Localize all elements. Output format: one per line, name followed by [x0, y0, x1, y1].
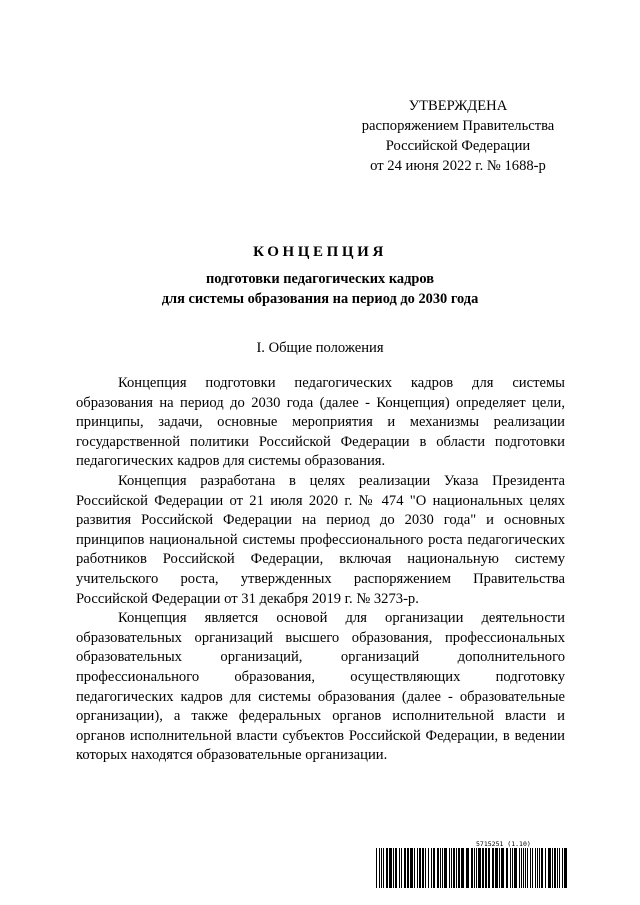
barcode-bar	[501, 848, 504, 888]
barcode-bar	[554, 848, 556, 888]
barcode-bar	[383, 848, 384, 888]
barcode-bar	[506, 848, 508, 888]
barcode-bar	[532, 848, 533, 888]
barcode-bar	[495, 848, 498, 888]
approval-authority-country: Российской Федерации	[385, 138, 531, 154]
document-subtitle	[0, 269, 640, 309]
barcode-bar	[440, 848, 441, 888]
barcode-bar	[449, 848, 450, 888]
barcode-bar	[537, 848, 538, 888]
barcode-bar	[482, 848, 484, 888]
approval-date-number: от 24 июня 2022 г. № 1688-р	[370, 158, 546, 174]
barcode-bar	[488, 848, 490, 888]
barcode-bar	[379, 848, 380, 888]
barcode-bar	[410, 848, 413, 888]
barcode-bar	[433, 848, 435, 888]
barcode-bar	[525, 848, 526, 888]
barcode-bar	[444, 848, 447, 888]
barcode-bar	[466, 848, 469, 888]
barcode-bar	[456, 848, 457, 888]
barcode-code: 5715251 (1.10)	[476, 840, 531, 848]
barcode-block	[376, 840, 568, 888]
barcode-bar	[404, 848, 406, 888]
barcode-bar	[478, 848, 481, 888]
barcode-bar	[492, 848, 494, 888]
barcode-bar	[564, 848, 567, 888]
barcode-bar	[376, 848, 377, 888]
barcode-bar	[523, 848, 524, 888]
barcode-bar	[474, 848, 475, 888]
barcode-bar	[552, 848, 553, 888]
barcode-bar	[425, 848, 426, 888]
barcode-bar	[386, 848, 388, 888]
barcode-bar	[530, 848, 531, 888]
subtitle-line-1: подготовки педагогических кадров	[206, 271, 434, 287]
barcode-bar	[393, 848, 394, 888]
barcode-bar	[461, 848, 464, 888]
barcode-bar	[476, 848, 477, 888]
barcode-bar	[389, 848, 392, 888]
paragraph: Концепция подготовки педагогических кадров для системы образования на период до 2030 года (далее - Концепция) определяет цели, принципы, задачи, основные мероприятия и механизмы реализации государственной политики Российской Федерации в области подготовки педагогических кадров для системы образования.	[76, 375, 565, 470]
barcode-bar	[437, 848, 439, 888]
approval-block	[330, 96, 586, 176]
barcode-bar	[422, 848, 424, 888]
paragraph: Концепция является основой для организации деятельности образовательных организаций высшего образования, профессиональных образовательных организаций, организаций дополнительного профессионального образования, осуществляющих подготовку педагогических кадров для системы образования (далее - образовательные организации), а также федеральных органов исполнительной власти и органов исполнительной власти субъектов Российской Федерации, в ведении которых находятся образовательные организации.	[76, 610, 565, 764]
barcode-bar	[407, 848, 409, 888]
document-title: КОНЦЕПЦИЯ	[253, 244, 387, 260]
paragraph: Концепция разработана в целях реализации Указа Президента Российской Федерации от 21 июля 2020 г. № 474 "О национальных целях развития Российской Федерации на период до 2030 года" и основных принципов национальной системы профессионального роста педагогических работников Российской Федерации, включая национальную систему учительского роста, утвержденных распоряжением Правительства Российской Федерации от 31 декабря 2019 г. № 3273-р.	[76, 472, 565, 607]
barcode-bar	[401, 848, 402, 888]
barcode-bar	[545, 848, 546, 888]
barcode-bar	[548, 848, 551, 888]
barcode-bar	[519, 848, 520, 888]
barcode-bar	[414, 848, 415, 888]
barcode-bar	[559, 848, 560, 888]
barcode-bar	[510, 848, 511, 888]
barcode-bar	[442, 848, 443, 888]
barcode-bar	[417, 848, 418, 888]
barcode-bar	[453, 848, 455, 888]
barcode-bar	[541, 848, 543, 888]
barcode-bar	[535, 848, 536, 888]
barcode-bar	[521, 848, 522, 888]
approval-authority: распоряжением Правительства	[361, 118, 555, 134]
barcode-icon	[376, 848, 568, 888]
barcode-bar	[399, 848, 400, 888]
document-body	[76, 374, 565, 766]
barcode-bar	[451, 848, 452, 888]
barcode-bar	[419, 848, 421, 888]
barcode-bar	[514, 848, 517, 888]
barcode-bar	[527, 848, 528, 888]
section-heading: I. Общие положения	[256, 340, 384, 356]
barcode-bar	[485, 848, 487, 888]
barcode-bar	[381, 848, 382, 888]
approval-status: УТВЕРЖДЕНА	[408, 98, 508, 114]
subtitle-line-2: для системы образования на период до 2030 года	[161, 291, 479, 307]
barcode-bar	[431, 848, 432, 888]
barcode-bar	[428, 848, 429, 888]
barcode-bar	[557, 848, 558, 888]
barcode-bar	[395, 848, 397, 888]
barcode-bar	[512, 848, 513, 888]
barcode-bar	[499, 848, 500, 888]
barcode-bar	[458, 848, 460, 888]
barcode-bar	[471, 848, 473, 888]
barcode-bar	[562, 848, 563, 888]
barcode-bar	[539, 848, 540, 888]
